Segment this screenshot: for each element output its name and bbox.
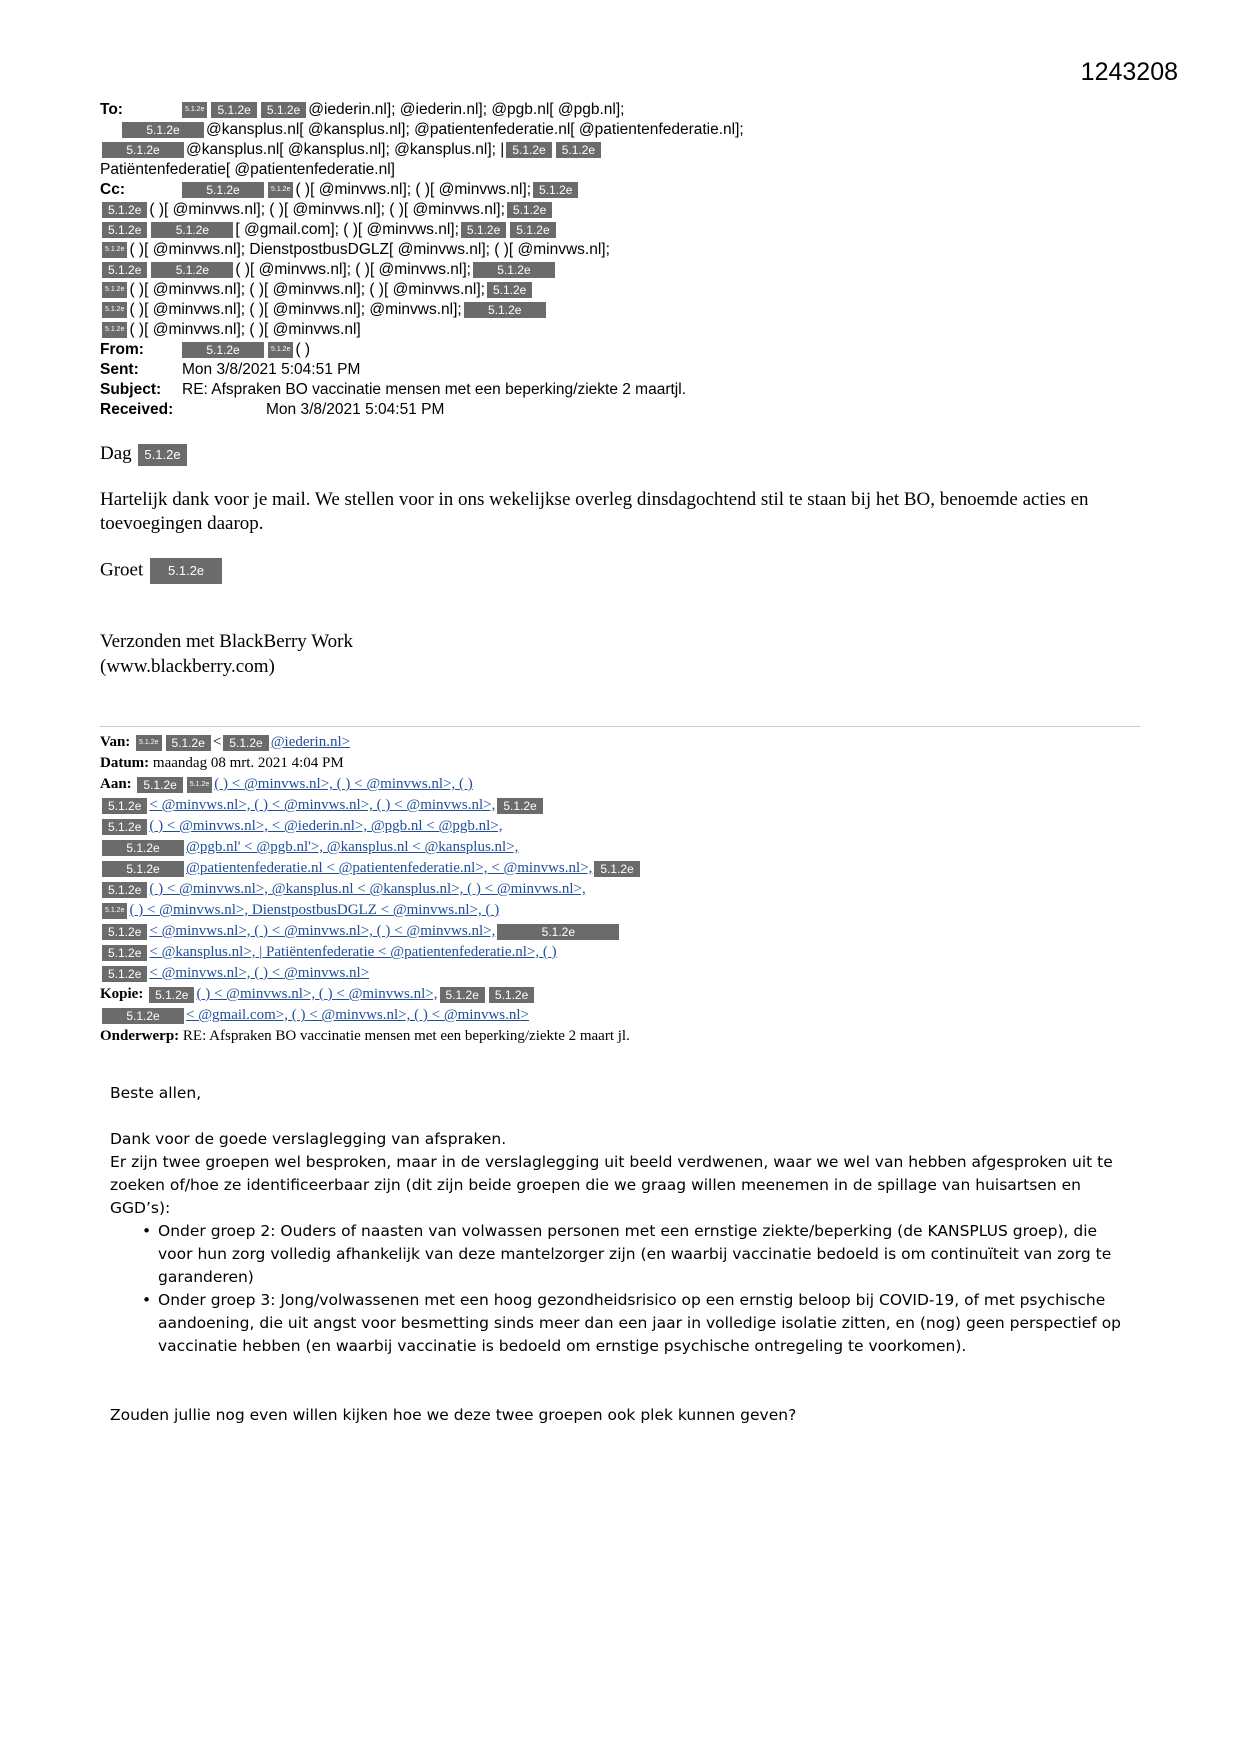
cc-line-3: [ @gmail.com]; ( )[ @minvws.nl];	[235, 221, 459, 238]
redaction-box: 5.1.2e	[461, 222, 506, 238]
cc-line-7: ( )[ @minvws.nl]; ( )[ @minvws.nl]; @minvws.nl];	[129, 301, 462, 318]
redaction-box: 5.1.2e	[102, 1008, 184, 1024]
to-line-4: Patiëntenfederatie[ @patientenfederatie.nl]	[100, 161, 395, 178]
cc-label: Cc:	[100, 181, 125, 198]
reply-body: Hartelijk dank voor je mail. We stellen voor in ons wekelijkse overleg dinsdagochtend stil te staan bij het BO, benoemde acties en toevoegingen daarop.	[100, 489, 1089, 534]
redaction-box: 5.1.2e	[102, 840, 184, 856]
from-row	[100, 340, 1140, 360]
from-label: From:	[100, 341, 144, 358]
aan-line-10-row	[100, 963, 1150, 984]
redaction-box: 5.1.2e	[268, 342, 293, 358]
separator	[100, 726, 1140, 727]
cc-line-2: ( )[ @minvws.nl]; ( )[ @minvws.nl]; ( )[ @minvws.nl];	[149, 201, 505, 218]
cc-line-7-row	[100, 300, 1140, 320]
salutation: Beste allen,	[110, 1084, 202, 1102]
aan-line-9[interactable]: < @kansplus.nl>, | Patiëntenfederatie < @patientenfederatie.nl>, ( )	[149, 944, 557, 960]
redaction-box: 5.1.2e	[102, 861, 184, 877]
aan-line-7[interactable]: ( ) < @minvws.nl>, DienstpostbusDGLZ < @minvws.nl>, ( )	[129, 902, 500, 918]
sent-row	[100, 360, 1140, 380]
redaction-box: 5.1.2e	[268, 182, 293, 198]
subject-value: RE: Afspraken BO vaccinatie mensen met een beperking/ziekte 2 maartjl.	[182, 381, 686, 398]
datum-label: Datum:	[100, 755, 150, 771]
aan-line-6-row	[100, 879, 1150, 900]
cc-line-1: ( )[ @minvws.nl]; ( )[ @minvws.nl];	[295, 181, 532, 198]
redaction-box: 5.1.2e	[594, 861, 639, 877]
onderwerp-value: RE: Afspraken BO vaccinatie mensen met een beperking/ziekte 2 maart jl.	[182, 1028, 630, 1044]
signature-line-1: Verzonden met BlackBerry Work	[100, 631, 353, 652]
received-label: Received:	[100, 401, 174, 418]
to-line-4-row	[100, 160, 1140, 180]
aan-line-3[interactable]: ( ) < @minvws.nl>, < @iederin.nl>, @pgb.nl < @pgb.nl>,	[149, 818, 503, 834]
redaction-box: 5.1.2e	[187, 777, 212, 793]
cc-row	[100, 180, 1140, 200]
list-item: • Onder groep 3: Jong/volwassenen met een hoog gezondheidsrisico op een ernstig beloop bij COVID-19, of met psychische aandoening, die uit angst voor besmetting sinds meer dan een jaar in volledige isolatie zitten, en (nog) geen perspectief op vaccinatie hebben (en waarbij vaccinatie is bedoeld om ernstige psychische ontregeling te voorkomen).	[158, 1289, 1130, 1358]
redaction-box: 5.1.2e	[166, 735, 211, 751]
to-line-1: @iederin.nl]; @iederin.nl]; @pgb.nl[ @pgb.nl];	[308, 101, 625, 118]
aan-line-10[interactable]: < @minvws.nl>, ( ) < @minvws.nl>	[149, 965, 370, 981]
redaction-box: 5.1.2e	[102, 242, 127, 258]
redaction-box: 5.1.2e	[150, 558, 222, 584]
kopie-line-2[interactable]: < @gmail.com>, ( ) < @minvws.nl>, ( ) < @minvws.nl>	[186, 1007, 530, 1023]
from-value: ( )	[295, 341, 311, 358]
to-row	[100, 100, 1140, 120]
cc-line-8: ( )[ @minvws.nl]; ( )[ @minvws.nl]	[129, 321, 361, 338]
closing: Groet	[100, 559, 144, 581]
sent-label: Sent:	[100, 361, 139, 378]
redaction-box: 5.1.2e	[102, 903, 127, 919]
greeting: Dag	[100, 443, 132, 464]
redaction-box: 5.1.2e	[102, 302, 127, 318]
cc-line-6-row	[100, 280, 1140, 300]
group-list	[110, 1220, 1130, 1358]
redaction-box: 5.1.2e	[506, 142, 551, 158]
redaction-box: 5.1.2e	[102, 262, 147, 278]
aan-row	[100, 774, 1150, 795]
aan-line-5-row	[100, 858, 1150, 879]
paragraph-2: Er zijn twee groepen wel besproken, maar in de verslaglegging uit beeld verdwenen, waar we wel van hebben afgesproken uit te zoeken of/hoe ze identificeerbaar zijn (dit zijn beide groepen die we graag willen meenemen in de spillage van huisartsen en GGD’s):	[110, 1153, 1113, 1217]
redaction-box: 5.1.2e	[137, 777, 182, 793]
aan-line-8-row	[100, 921, 1150, 942]
to-label: To:	[100, 101, 123, 118]
aan-line-5[interactable]: @patientenfederatie.nl < @patientenfederatie.nl>, < @minvws.nl>,	[186, 860, 593, 876]
paragraph-1: Dank voor de goede verslaglegging van afspraken.	[110, 1130, 507, 1148]
redaction-box: 5.1.2e	[136, 735, 161, 751]
aan-line-7-row	[100, 900, 1150, 921]
aan-line-4[interactable]: @pgb.nl' < @pgb.nl'>, @kansplus.nl < @kansplus.nl>,	[186, 839, 519, 855]
datum-value: maandag 08 mrt. 2021 4:04 PM	[152, 755, 344, 771]
redaction-box: 5.1.2e	[102, 322, 127, 338]
redaction-box: 5.1.2e	[102, 202, 147, 218]
received-value: Mon 3/8/2021 5:04:51 PM	[266, 401, 445, 418]
redaction-box: 5.1.2e	[223, 735, 268, 751]
subject-label: Subject:	[100, 381, 162, 398]
forwarded-header	[100, 732, 1150, 1047]
sent-value: Mon 3/8/2021 5:04:51 PM	[182, 361, 361, 378]
onderwerp-label: Onderwerp:	[100, 1028, 180, 1044]
aan-line-1[interactable]: ( ) < @minvws.nl>, ( ) < @minvws.nl>, ( )	[214, 776, 473, 792]
redaction-box: 5.1.2e	[102, 924, 147, 940]
redaction-box: 5.1.2e	[182, 342, 264, 358]
closing-question: Zouden jullie nog even willen kijken hoe we deze twee groepen ook plek kunnen geven?	[110, 1406, 797, 1424]
redaction-box: 5.1.2e	[151, 262, 233, 278]
cc-line-4: ( )[ @minvws.nl]; DienstpostbusDGLZ[ @minvws.nl]; ( )[ @minvws.nl];	[129, 241, 610, 258]
aan-line-4-row	[100, 837, 1150, 858]
to-line-2: @kansplus.nl[ @kansplus.nl]; @patientenfederatie.nl[ @patientenfederatie.nl];	[206, 121, 744, 138]
redaction-box: 5.1.2e	[211, 102, 256, 118]
redaction-box: 5.1.2e	[151, 222, 233, 238]
list-item: • Onder groep 2: Ouders of naasten van volwassen personen met een ernstige ziekte/beperking (de KANSPLUS groep), die voor hun zorg volledig afhankelijk van deze mantelzorger zijn (en waarbij vaccinatie bedoeld is om continuïteit van zorg te garanderen)	[158, 1220, 1130, 1289]
redaction-box: 5.1.2e	[102, 798, 147, 814]
cc-line-4-row	[100, 240, 1140, 260]
redaction-box: 5.1.2e	[102, 819, 147, 835]
redaction-box: 5.1.2e	[497, 924, 619, 940]
redaction-box: 5.1.2e	[510, 222, 555, 238]
kopie-label: Kopie:	[100, 986, 144, 1002]
datum-row	[100, 753, 1150, 774]
redaction-box: 5.1.2e	[138, 444, 186, 466]
redaction-box: 5.1.2e	[149, 987, 194, 1003]
cc-line-2-row	[100, 200, 1140, 220]
redaction-box: 5.1.2e	[533, 182, 578, 198]
aan-line-8[interactable]: < @minvws.nl>, ( ) < @minvws.nl>, ( ) < @minvws.nl>,	[149, 923, 496, 939]
redaction-box: 5.1.2e	[122, 122, 204, 138]
signature-line-2: (www.blackberry.com)	[100, 656, 275, 677]
van-row: Van: 5.1.2e 5.1.2e < 5.1.2e @iederin.nl>	[100, 734, 351, 750]
redaction-box: 5.1.2e	[102, 945, 147, 961]
email-header	[100, 100, 1140, 420]
redaction-box: 5.1.2e	[102, 282, 127, 298]
kopie-row	[100, 984, 1150, 1005]
redaction-box: 5.1.2e	[261, 102, 306, 118]
redaction-box: 5.1.2e	[440, 987, 485, 1003]
to-line-3: @kansplus.nl[ @kansplus.nl]; @kansplus.nl]; |	[186, 141, 505, 158]
kopie-line-2-row	[100, 1005, 1150, 1026]
kopie-line-1[interactable]: ( ) < @minvws.nl>, ( ) < @minvws.nl>,	[196, 986, 438, 1002]
redaction-box: 5.1.2e	[473, 262, 555, 278]
van-label: Van:	[100, 734, 131, 750]
aan-line-3-row	[100, 816, 1150, 837]
aan-line-9-row	[100, 942, 1150, 963]
aan-label: Aan:	[100, 776, 132, 792]
redaction-box: 5.1.2e	[489, 987, 534, 1003]
redaction-box: 5.1.2e	[507, 202, 552, 218]
redaction-box: 5.1.2e	[464, 302, 546, 318]
redaction-box: 5.1.2e	[487, 282, 532, 298]
redaction-box: 5.1.2e	[556, 142, 601, 158]
aan-line-2-row	[100, 795, 1150, 816]
to-line-2-row	[100, 120, 1140, 140]
subject-row	[100, 380, 1140, 400]
cc-line-5: ( )[ @minvws.nl]; ( )[ @minvws.nl];	[235, 261, 471, 278]
aan-line-6[interactable]: ( ) < @minvws.nl>, @kansplus.nl < @kansplus.nl>, ( ) < @minvws.nl>,	[149, 881, 586, 897]
redaction-box: 5.1.2e	[182, 182, 264, 198]
redaction-box: 5.1.2e	[102, 882, 147, 898]
redaction-box: 5.1.2e	[102, 966, 147, 982]
cc-line-8-row	[100, 320, 1140, 340]
received-row	[100, 400, 1140, 420]
redaction-box: 5.1.2e	[102, 142, 184, 158]
onderwerp-row	[100, 1026, 1150, 1047]
cc-line-6: ( )[ @minvws.nl]; ( )[ @minvws.nl]; ( )[ @minvws.nl];	[129, 281, 485, 298]
cc-line-3-row	[100, 220, 1140, 240]
redaction-box: 5.1.2e	[102, 222, 147, 238]
redaction-box: 5.1.2e	[497, 798, 542, 814]
redaction-box: 5.1.2e	[182, 102, 207, 118]
document-number: 1243208	[1080, 58, 1178, 86]
greeting-line	[100, 442, 1120, 466]
van-email-link[interactable]: @iederin.nl>	[270, 734, 351, 750]
closing-line	[100, 558, 1120, 584]
message-body	[110, 1082, 1130, 1427]
cc-line-5-row	[100, 260, 1140, 280]
aan-line-2[interactable]: < @minvws.nl>, ( ) < @minvws.nl>, ( ) < @minvws.nl>,	[149, 797, 496, 813]
to-line-3-row	[100, 140, 1140, 160]
